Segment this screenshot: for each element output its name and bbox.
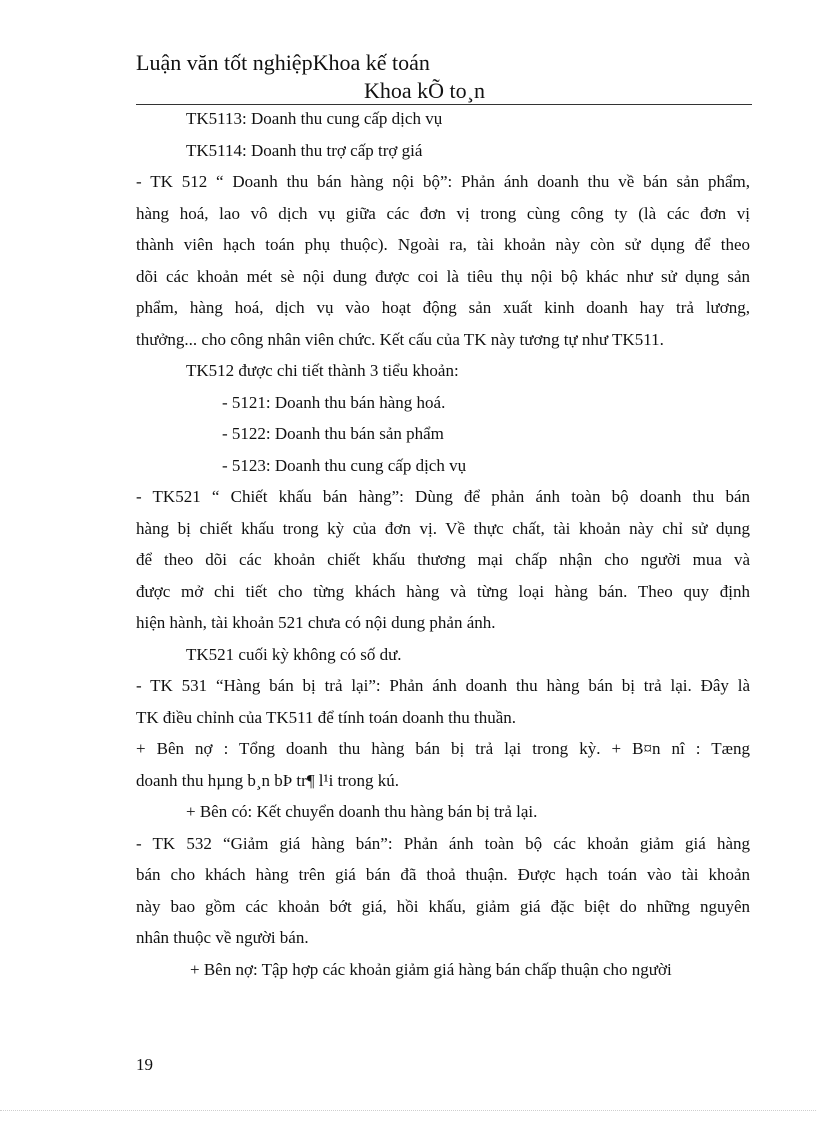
- text-line: - TK 512 “ Doanh thu bán hàng nội bộ”: Phản ánh doanh thu về bán sản phẩm,: [136, 172, 750, 191]
- header-subtitle: Khoa kÕ to¸n: [364, 78, 485, 103]
- text-line: - TK 532 “Giảm giá hàng bán”: Phản ánh toàn bộ các khoản giảm giá hàng: [136, 833, 750, 853]
- text-line: dõi các khoản mét sè nội dung được coi là tiêu thụ nội bộ khác như sử dụng sản: [136, 266, 750, 286]
- text-line: hàng bị chiết khấu trong kỳ của đơn vị. Về thực chất, tài khoản này chỉ sử dụng: [136, 518, 750, 538]
- text-line: TK5114: Doanh thu trợ cấp trợ giá: [186, 140, 423, 160]
- text-line: - 5121: Doanh thu bán hàng hoá.: [222, 392, 446, 412]
- text-line: bán cho khách hàng trên giá bán đã thoả thuận. Được hạch toán vào tài khoản: [136, 865, 750, 884]
- text-line: + Bên nợ : Tổng doanh thu hàng bán bị trả lại trong kỳ. + B¤n nî : Tæng: [136, 739, 750, 758]
- text-line: hàng hoá, lao vô dịch vụ giữa các đơn vị trong cùng công ty (là các đơn vị: [136, 203, 750, 223]
- page-edge: [0, 1110, 816, 1111]
- text-line: - 5122: Doanh thu bán sản phẩm: [222, 424, 444, 443]
- text-line: phẩm, hàng hoá, dịch vụ vào hoạt động sản xuất kinh doanh hay trả lương,: [136, 298, 750, 317]
- text-line: TK5113: Doanh thu cung cấp dịch vụ: [186, 109, 443, 128]
- body-text: [136, 103, 750, 985]
- text-line: + Bên nợ: Tập hợp các khoản giảm giá hàng bán chấp thuận cho người: [190, 959, 672, 979]
- text-line: TK512 được chi tiết thành 3 tiểu khoản:: [186, 361, 459, 380]
- text-line: thành viên hạch toán phụ thuộc). Ngoài ra, tài khoản này còn sử dụng để theo: [136, 235, 750, 254]
- header-title: Luận văn tốt nghiệpKhoa kế toán: [136, 50, 430, 75]
- text-line: TK521 cuối kỳ không có số dư.: [186, 644, 402, 664]
- text-line: + Bên có: Kết chuyển doanh thu hàng bán bị trả lại.: [186, 802, 538, 821]
- text-line: doanh thu hµng b¸n bÞ tr¶ l¹i trong kú.: [136, 770, 399, 790]
- text-line: - TK 531 “Hàng bán bị trả lại”: Phản ánh doanh thu hàng bán bị trả lại. Đây là: [136, 676, 750, 695]
- text-line: - TK521 “ Chiết khấu bán hàng”: Dùng để phản ánh toàn bộ doanh thu bán: [136, 487, 750, 506]
- text-line: để theo dõi các khoản chiết khấu thương mại chấp nhận cho người mua và: [136, 550, 750, 569]
- text-line: nhân thuộc về người bán.: [136, 928, 309, 947]
- page-number: 19: [136, 1055, 153, 1074]
- text-line: thưởng... cho công nhân viên chức. Kết cấu của TK này tương tự như TK511.: [136, 329, 664, 349]
- text-line: này bao gồm các khoản bớt giá, hồi khấu, giảm giá đặc biệt do những nguyên: [136, 896, 750, 916]
- text-line: hiện hành, tài khoản 521 chưa có nội dung phản ánh.: [136, 613, 496, 632]
- text-line: TK điều chỉnh của TK511 để tính toán doanh thu thuần.: [136, 707, 517, 727]
- text-line: - 5123: Doanh thu cung cấp dịch vụ: [222, 455, 467, 475]
- text-line: được mở chi tiết cho từng khách hàng và từng loại hàng bán. Theo quy định: [136, 581, 750, 601]
